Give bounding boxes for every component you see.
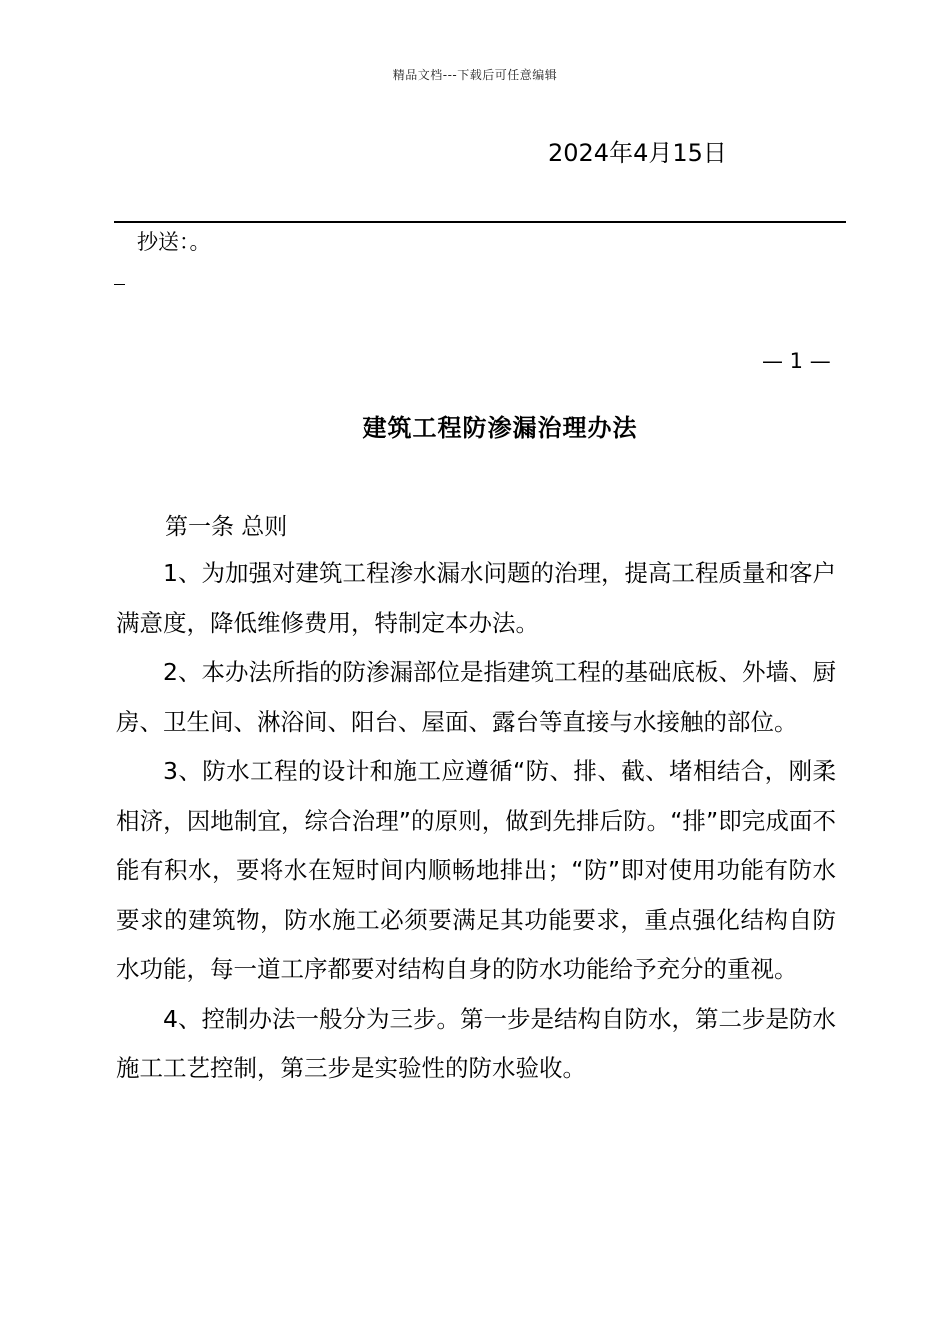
small-dash-mark [114, 284, 125, 285]
paragraph-2: 2、本办法所指的防渗漏部位是指建筑工程的基础底板、外墙、厨房、卫生间、淋浴间、阳台、屋面、露台等直接与水接触的部位。 [116, 658, 836, 736]
article-heading: 第一条 总则 [165, 514, 288, 540]
document-body [116, 549, 836, 1094]
cc-line: 抄送：。 [137, 230, 211, 254]
paragraph-3: 3、防水工程的设计和施工应遵循“防、排、截、堵相结合，刚柔相济，因地制宜，综合治理”的原则，做到先排后防。“排”即完成面不能有积水，要将水在短时间内顺畅地排出；“防”即对使用功能有防水要求的建筑物，防水施工必须要满足其功能要求，重点强化结构自防水功能，每一道工序都要对结构自身的防水功能给予充分的重视。 [116, 757, 836, 983]
paragraph-4: 4、控制办法一般分为三步。第一步是结构自防水，第二步是防水施工工艺控制，第三步是实验性的防水验收。 [116, 1004, 836, 1082]
cc-divider-line [114, 221, 846, 223]
document-date: 2024年4月15日 [548, 139, 727, 167]
document-title: 建筑工程防渗漏治理办法 [362, 414, 638, 442]
paragraph-1: 1、为加强对建筑工程渗水漏水问题的治理，提高工程质量和客户满意度，降低维修费用，特制定本办法。 [116, 559, 836, 637]
page-number: — 1 — [762, 349, 831, 373]
header-note: 精品文档---下载后可任意编辑 [392, 68, 558, 82]
